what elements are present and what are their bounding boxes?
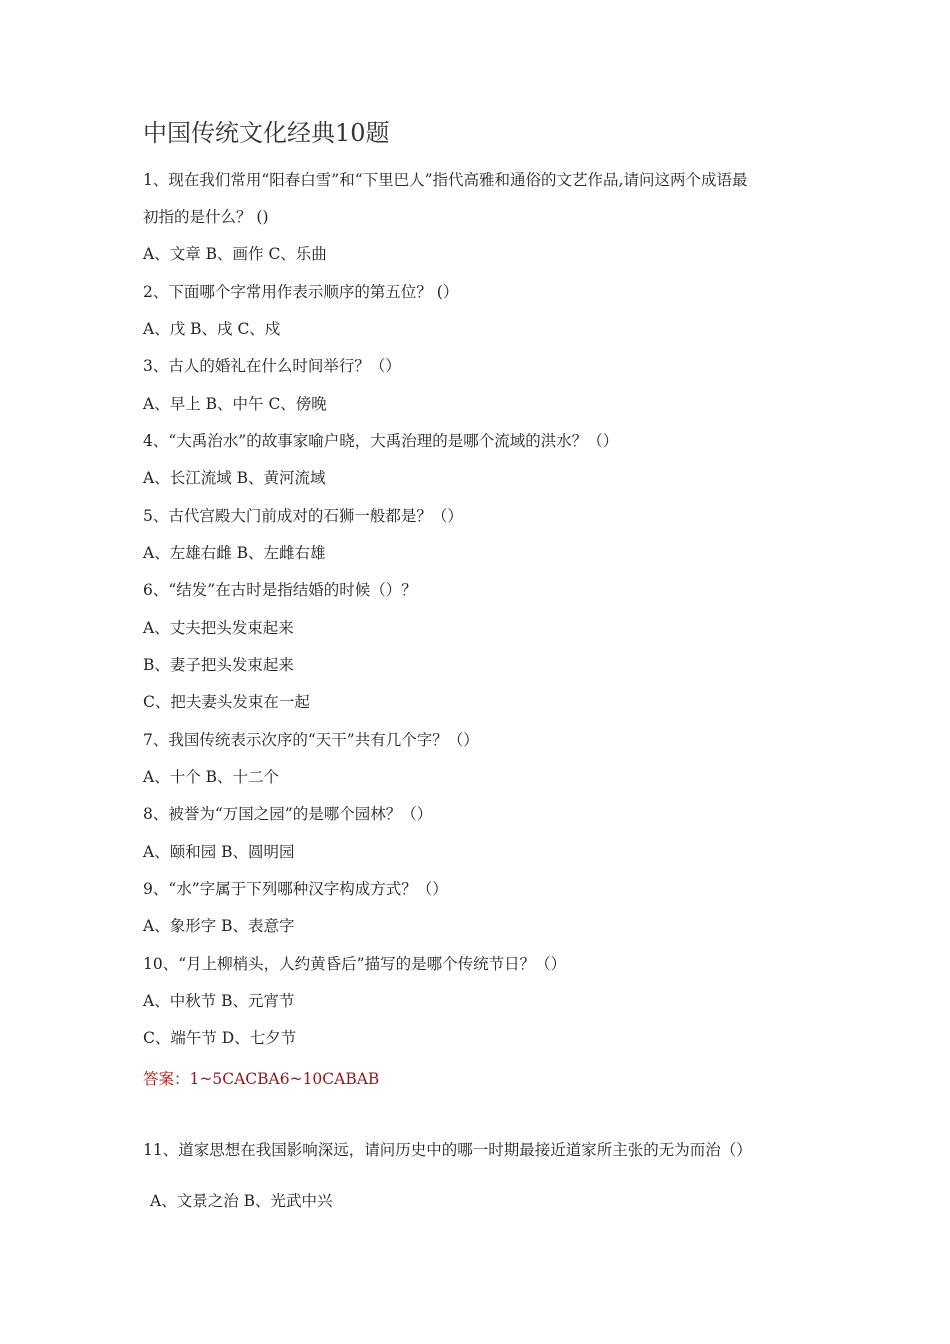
question-1-options: A、文章 B、画作 C、乐曲	[143, 245, 327, 263]
question-6-option-a: A、丈夫把头发束起来	[143, 619, 294, 637]
question-10: 10、“月上柳梢头，人约黄昏后”描写的是哪个传统节日？（）	[143, 955, 567, 973]
question-1-line-1: 1、现在我们常用“阳春白雪”和“下里巴人”指代高雅和通俗的文艺作品,请问这两个成语最	[143, 171, 748, 189]
question-10-options-cd: C、端午节 D、七夕节	[143, 1029, 297, 1047]
question-6-option-c: C、把夫妻头发束在一起	[143, 693, 310, 711]
question-9: 9、“水”字属于下列哪种汉字构成方式？（）	[143, 880, 448, 898]
question-7-options: A、十个 B、十二个	[143, 768, 280, 786]
answer-label: 答案：	[143, 1070, 190, 1088]
question-11: 11、道家思想在我国影响深远，请问历史中的哪一时期最接近道家所主张的无为而治（）	[143, 1141, 752, 1159]
question-6-option-b: B、妻子把头发束起来	[143, 656, 294, 674]
question-2: 2、下面哪个字常用作表示顺序的第五位？ (）	[143, 283, 459, 301]
question-5-options: A、左雄右雌 B、左雌右雄	[143, 544, 326, 562]
question-10-options-ab: A、中秋节 B、元宵节	[143, 992, 295, 1010]
answer-key	[143, 1068, 379, 1090]
question-6: 6、“结发”在古时是指结婚的时候（）？	[143, 581, 417, 599]
question-4-options: A、长江流域 B、黄河流域	[143, 469, 326, 487]
question-5: 5、古代宫殿大门前成对的石狮一般都是？（）	[143, 507, 463, 525]
question-2-options: A、戊 B、戌 C、戍	[143, 320, 281, 338]
question-7: 7、我国传统表示次序的“天干”共有几个字？（）	[143, 731, 479, 749]
question-8: 8、被誉为“万国之园”的是哪个园林？（）	[143, 805, 433, 823]
answer-value: 1~5CACBA6~10CABAB	[189, 1070, 380, 1088]
question-11-options: A、文景之治 B、光武中兴	[150, 1192, 333, 1210]
question-3-options: A、早上 B、中午 C、傍晚	[143, 395, 327, 413]
question-3: 3、古人的婚礼在什么时间举行？（）	[143, 357, 401, 375]
question-4: 4、“大禹治水”的故事家喻户晓，大禹治理的是哪个流域的洪水？（）	[143, 432, 619, 450]
question-1-line-2: 初指的是什么？ ()	[143, 208, 269, 226]
question-8-options: A、颐和园 B、圆明园	[143, 843, 295, 861]
question-9-options: A、象形字 B、表意字	[143, 917, 295, 935]
document-title: 中国传统文化经典10题	[143, 119, 390, 147]
